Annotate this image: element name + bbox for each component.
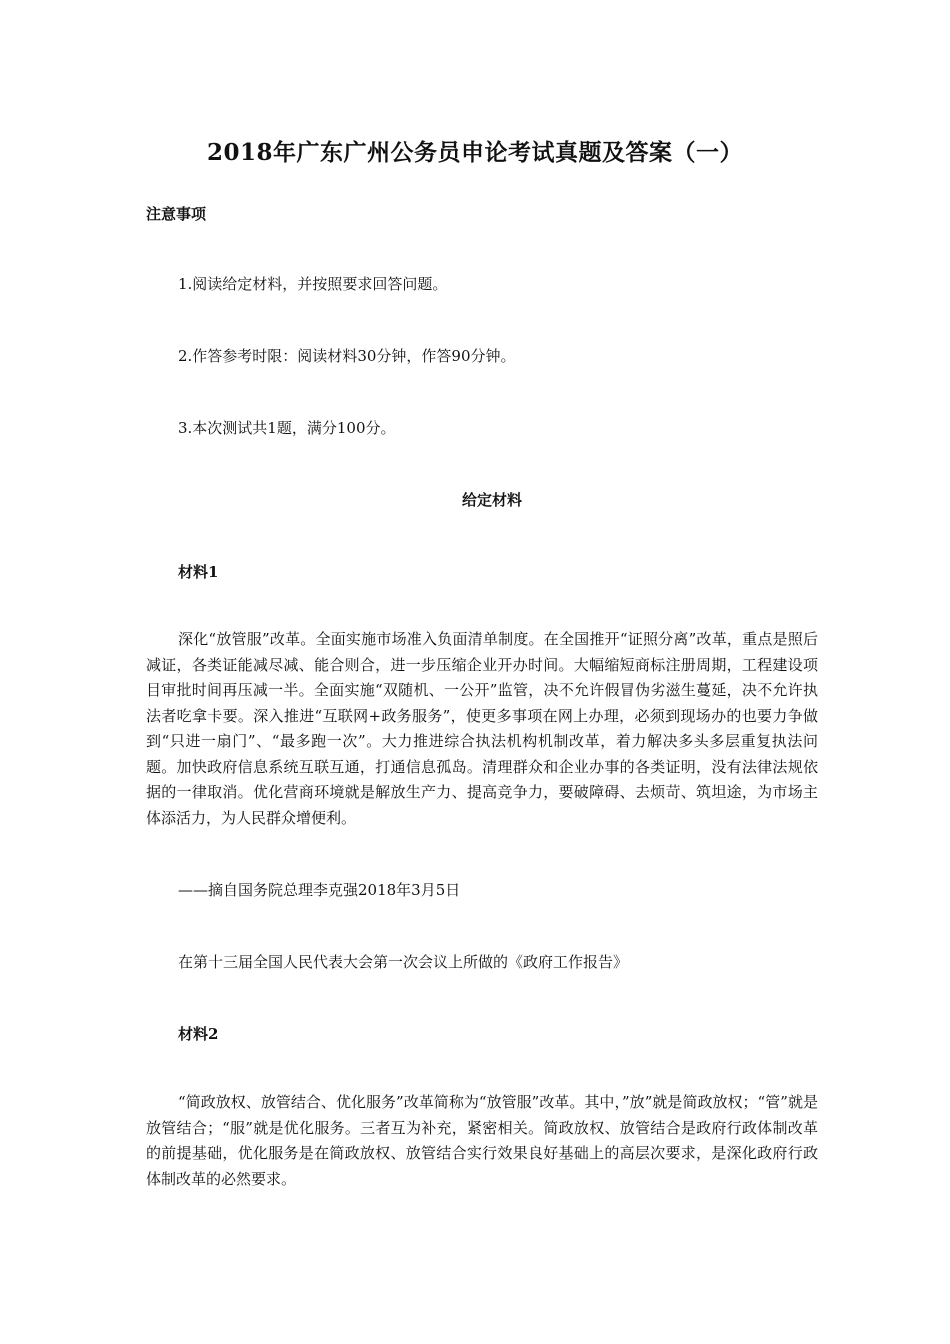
materials-heading: 给定材料 <box>461 491 522 509</box>
material-2-paragraph: “简政放权、放管结合、优化服务”改革简称为“放管服”改革。其中，”放”就是简政放权；“管”就是放管结合；“服”就是优化服务。三者互为补充，紧密相关。简政放权、放管结合是政府行政体制改革的前提基础，优化服务是在简政放权、放管结合实行效果良好基础上的高层次要求，是深化政府行政体制改革的必然要求。 <box>146 1093 818 1188</box>
document-title: 2018年广东广州公务员申论考试真题及答案（一） <box>206 139 743 166</box>
material-2-heading: 材料2 <box>178 1025 219 1043</box>
material-1-paragraph: 深化“放管服”改革。全面实施市场准入负面清单制度。在全国推开“证照分离”改革，重点是照后减证，各类证能减尽减、能合则合，进一步压缩企业开办时间。大幅缩短商标注册周期，工程建设项目审批时间再压减一半。全面实施“双随机、一公开”监管，决不允许假冒伪劣滋生蔓延，决不允许执法者吃拿卡要。深入推进“互联网+政务服务”，使更多事项在网上办理，必须到现场办的也要力争做到“只进一扇门”、“最多跑一次”。大力推进综合执法机构机制改革，着力解决多头多层重复执法问题。加快政府信息系统互联互通，打通信息孤岛。清理群众和企业办事的各类证明，没有法律法规依据的一律取消。优化营商环境就是解放生产力、提高竞争力，要破障碍、去烦苛、筑坦途，为市场主体添活力，为人民群众增便利。 <box>146 630 818 827</box>
material-1-source-line-1: ——摘自国务院总理李克强2018年3月5日 <box>178 881 461 899</box>
notice-item-2: 2.作答参考时限：阅读材料30分钟，作答90分钟。 <box>178 347 516 365</box>
material-1-source-line-2: 在第十三届全国人民代表大会第一次会议上所做的《政府工作报告》 <box>178 953 629 971</box>
notice-item-3: 3.本次测试共1题，满分100分。 <box>178 419 396 437</box>
material-1-heading: 材料1 <box>178 563 219 581</box>
notice-heading: 注意事项 <box>146 205 207 223</box>
notice-item-1: 1.阅读给定材料，并按照要求回答问题。 <box>178 275 448 293</box>
